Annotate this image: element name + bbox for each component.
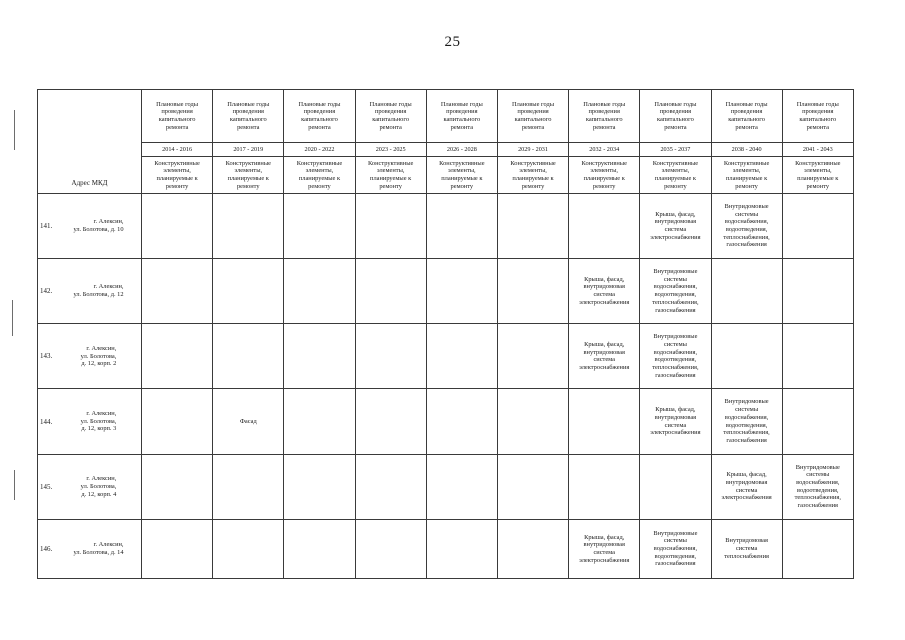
planned-repair-cell: Внутридомовые системы водоснабжения, водоотведения, теплоснабжения, газоснабжения xyxy=(711,389,782,454)
planned-repair-cell: Фасад xyxy=(213,389,284,454)
period-header-label: Плановые годы проведения капитального ремонта xyxy=(782,90,853,143)
period-header-label: Плановые годы проведения капитального ремонта xyxy=(711,90,782,143)
period-header-label: Плановые годы проведения капитального ремонта xyxy=(426,90,497,143)
table-row xyxy=(38,519,854,578)
planned-repair-cell xyxy=(782,389,853,454)
planned-repair-cell xyxy=(142,519,213,578)
planned-repair-cell xyxy=(213,259,284,324)
elements-header-label: Конструктивные элементы, планируемые к ремонту xyxy=(284,157,355,194)
planned-repair-cell: Внутридомовые системы водоснабжения, водоотведения, теплоснабжения, газоснабжения xyxy=(640,324,711,389)
planned-repair-cell xyxy=(426,454,497,519)
period-years: 2035 - 2037 xyxy=(640,142,711,156)
elements-header-label: Конструктивные элементы, планируемые к ремонту xyxy=(569,157,640,194)
planned-repair-cell xyxy=(426,259,497,324)
period-header-label: Плановые годы проведения капитального ремонта xyxy=(213,90,284,143)
period-header-label: Плановые годы проведения капитального ремонта xyxy=(497,90,568,143)
planned-repair-cell xyxy=(284,389,355,454)
planned-repair-cell xyxy=(213,519,284,578)
building-address: г. Алексин, ул. Болотова, д. 10 xyxy=(73,218,124,233)
period-years: 2020 - 2022 xyxy=(284,142,355,156)
period-years: 2026 - 2028 xyxy=(426,142,497,156)
building-address: г. Алексин, ул. Болотова, д. 12, корп. 3 xyxy=(80,410,117,433)
scan-artifact xyxy=(12,300,13,336)
building-address: г. Алексин, ул. Болотова, д. 12, корп. 2 xyxy=(80,344,117,368)
address-cell xyxy=(38,259,142,324)
period-header-label: Плановые годы проведения капитального ремонта xyxy=(142,90,213,143)
planned-repair-cell xyxy=(569,193,640,258)
planned-repair-cell xyxy=(497,324,568,389)
planned-repair-cell xyxy=(142,324,213,389)
address-cell xyxy=(38,193,142,258)
address-column-header: Адрес МКД xyxy=(38,90,142,194)
period-header-label: Плановые годы проведения капитального ремонта xyxy=(355,90,426,143)
page-number: 25 xyxy=(444,34,461,50)
planned-repair-cell xyxy=(497,193,568,258)
header-row-years xyxy=(38,142,854,156)
planned-repair-cell xyxy=(142,454,213,519)
planned-repair-cell xyxy=(497,259,568,324)
period-years: 2038 - 2040 xyxy=(711,142,782,156)
period-header-label: Плановые годы проведения капитального ремонта xyxy=(640,90,711,143)
elements-header-label: Конструктивные элементы, планируемые к ремонту xyxy=(640,157,711,194)
planned-repair-cell xyxy=(142,389,213,454)
planned-repair-cell xyxy=(711,324,782,389)
planned-repair-cell: Крыша, фасад, внутридомовая система электроснабжения xyxy=(569,324,640,389)
address-cell xyxy=(38,324,142,389)
table-row xyxy=(38,259,854,324)
elements-header-label: Конструктивные элементы, планируемые к ремонту xyxy=(497,157,568,194)
planned-repair-cell xyxy=(426,193,497,258)
elements-header-label: Конструктивные элементы, планируемые к ремонту xyxy=(355,157,426,194)
table-row xyxy=(38,324,854,389)
scan-artifact xyxy=(14,470,15,500)
planned-repair-cell xyxy=(284,519,355,578)
planned-repair-cell xyxy=(284,454,355,519)
planned-repair-cell xyxy=(782,259,853,324)
period-years: 2017 - 2019 xyxy=(213,142,284,156)
planned-repair-cell xyxy=(355,389,426,454)
header-row-elements xyxy=(38,157,854,194)
planned-repair-cell: Внутридомовая система теплоснабжения xyxy=(711,519,782,578)
table-row xyxy=(38,389,854,454)
planned-repair-cell: Внутридомовые системы водоснабжения, водоотведения, газоснабжения xyxy=(640,519,711,578)
address-cell xyxy=(38,389,142,454)
capital-repair-schedule-table xyxy=(37,89,854,579)
table-body xyxy=(38,90,854,579)
planned-repair-cell xyxy=(782,324,853,389)
planned-repair-cell xyxy=(142,259,213,324)
planned-repair-cell: Крыша, фасад, внутридомовая система электроснабжения xyxy=(640,389,711,454)
planned-repair-cell xyxy=(142,193,213,258)
planned-repair-cell: Крыша, фасад, внутридомовая система электроснабжения xyxy=(640,193,711,258)
planned-repair-cell: Крыша, фасад, внутридомовая система электроснабжения xyxy=(569,259,640,324)
period-years: 2014 - 2016 xyxy=(142,142,213,156)
planned-repair-cell xyxy=(284,259,355,324)
planned-repair-cell xyxy=(355,193,426,258)
elements-header-label: Конструктивные элементы, планируемые к ремонту xyxy=(711,157,782,194)
planned-repair-cell xyxy=(640,454,711,519)
building-address: г. Алексин, ул. Болотова, д. 12 xyxy=(73,283,124,299)
planned-repair-cell xyxy=(497,389,568,454)
period-years: 2032 - 2034 xyxy=(569,142,640,156)
planned-repair-cell xyxy=(355,454,426,519)
planned-repair-cell xyxy=(355,324,426,389)
period-header-label: Плановые годы проведения капитального ремонта xyxy=(569,90,640,143)
planned-repair-cell xyxy=(497,454,568,519)
planned-repair-cell xyxy=(782,193,853,258)
row-number: 141. xyxy=(40,221,53,230)
planned-repair-cell xyxy=(284,193,355,258)
row-number: 144. xyxy=(40,417,53,426)
period-years: 2023 - 2025 xyxy=(355,142,426,156)
scan-artifact xyxy=(14,110,15,150)
planned-repair-cell: Крыша, фасад, внутридомовая система электроснабжения xyxy=(711,454,782,519)
row-number: 145. xyxy=(40,482,53,491)
row-number: 142. xyxy=(40,286,53,295)
row-number: 143. xyxy=(40,352,53,361)
elements-header-label: Конструктивные элементы, планируемые к ремонту xyxy=(213,157,284,194)
header-row-periods xyxy=(38,90,854,143)
planned-repair-cell xyxy=(497,519,568,578)
planned-repair-cell xyxy=(569,454,640,519)
planned-repair-cell xyxy=(426,519,497,578)
planned-repair-cell xyxy=(213,324,284,389)
elements-header-label: Конструктивные элементы, планируемые к ремонту xyxy=(426,157,497,194)
row-number: 146. xyxy=(40,544,53,553)
planned-repair-cell: Внутридомовые системы водоснабжения, водоотведения, теплоснабжения, газоснабжения xyxy=(711,193,782,258)
planned-repair-cell: Внутридомовые системы водоснабжения, водоотведения, теплоснабжения, газоснабжения xyxy=(640,259,711,324)
address-cell xyxy=(38,519,142,578)
planned-repair-cell xyxy=(213,454,284,519)
planned-repair-cell: Крыша, фасад, внутридомовая система электроснабжения xyxy=(569,519,640,578)
address-cell xyxy=(38,454,142,519)
period-years: 2041 - 2043 xyxy=(782,142,853,156)
planned-repair-cell xyxy=(782,519,853,578)
planned-repair-cell xyxy=(213,193,284,258)
planned-repair-cell xyxy=(426,324,497,389)
building-address: г. Алексин, ул. Болотова, д. 14 xyxy=(73,541,124,556)
planned-repair-cell: Внутридомовые системы водоснабжения, водоотведения, теплоснабжения, газоснабжения xyxy=(782,454,853,519)
period-header-label: Плановые годы проведения капитального ремонта xyxy=(284,90,355,143)
elements-header-label: Конструктивные элементы, планируемые к ремонту xyxy=(142,157,213,194)
table-row xyxy=(38,454,854,519)
planned-repair-cell xyxy=(426,389,497,454)
planned-repair-cell xyxy=(355,519,426,578)
planned-repair-cell xyxy=(284,324,355,389)
planned-repair-cell xyxy=(711,259,782,324)
planned-repair-cell xyxy=(569,389,640,454)
elements-header-label: Конструктивные элементы, планируемые к ремонту xyxy=(782,157,853,194)
building-address: г. Алексин, ул. Болотова, д. 12, корп. 4 xyxy=(80,475,117,498)
planned-repair-cell xyxy=(355,259,426,324)
period-years: 2029 - 2031 xyxy=(497,142,568,156)
table-row xyxy=(38,193,854,258)
